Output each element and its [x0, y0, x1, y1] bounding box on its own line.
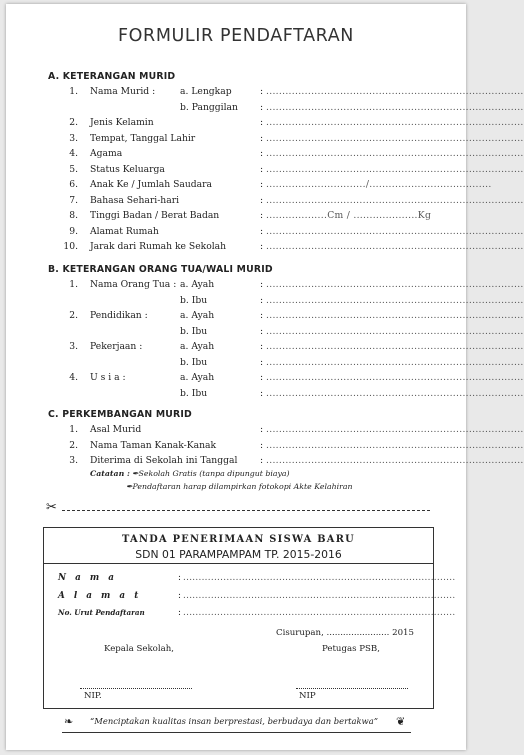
- row-sublabel: b. Ibu: [180, 294, 208, 306]
- colon: :: [260, 179, 264, 190]
- section-a-heading: A. KETERANGAN MURID: [48, 71, 176, 82]
- form-row: [6, 163, 524, 178]
- row-label: Tinggi Badan / Berat Badan: [90, 210, 220, 221]
- form-row: [6, 310, 524, 324]
- form-row: [6, 101, 524, 116]
- fill-in-dots: ................................................................................: [266, 148, 524, 159]
- form-row: [6, 117, 524, 131]
- colon: :: [260, 241, 264, 252]
- row-label: Pendidikan :: [90, 310, 148, 321]
- form-row: [6, 325, 524, 340]
- colon: :: [178, 573, 181, 583]
- officer-nip: NIP: [299, 691, 316, 701]
- row-number: 2.: [69, 117, 78, 128]
- dashed-divider: [62, 510, 430, 511]
- row-sublabel: a. Lengkap: [180, 86, 232, 97]
- receipt-divider: [44, 563, 433, 564]
- fleuron-right-icon: ❦: [396, 715, 406, 728]
- principal-title: Kepala Sekolah,: [104, 644, 174, 654]
- fill-in-dots: ................................................................................: [266, 310, 524, 321]
- form-row: [6, 455, 524, 469]
- fill-in-dots: ................................................................................: [266, 194, 524, 206]
- form-row: [6, 424, 524, 438]
- row-number: 7.: [69, 194, 78, 206]
- form-row: [6, 148, 524, 162]
- row-label: Tempat, Tanggal Lahir: [90, 132, 196, 144]
- colon: :: [260, 210, 264, 221]
- colon: :: [260, 279, 264, 290]
- colon: :: [260, 117, 264, 128]
- row-label: Diterima di Sekolah ini Tanggal: [90, 455, 238, 466]
- row-number: 1.: [69, 279, 78, 290]
- row-number: 9.: [69, 225, 78, 237]
- section-b-heading: B. KETERANGAN ORANG TUA/WALI MURID: [48, 264, 273, 275]
- row-label: Status Keluarga: [90, 163, 165, 175]
- receipt-school: SDN 01 PARAMPAMPAM TP. 2015-2016: [135, 548, 342, 561]
- form-row: [6, 179, 492, 193]
- colon: :: [260, 310, 264, 321]
- officer-title: Petugas PSB,: [322, 644, 380, 654]
- row-label: Agama: [90, 148, 123, 159]
- fill-in-dots: ................................................................................: [266, 117, 524, 128]
- note-item: ✒Pendaftaran harap dilampirkan fotokopi Akte Kelahiran: [126, 482, 353, 491]
- fill-in-dots: ................................................................................: [266, 294, 524, 306]
- colon: :: [260, 387, 264, 399]
- motto-text: “Menciptakan kualitas insan berprestasi, berbudaya dan bertakwa”: [90, 716, 379, 726]
- row-number: 2.: [69, 439, 78, 451]
- row-number: 1.: [69, 86, 78, 97]
- row-label: Alamat Rumah: [90, 225, 159, 237]
- form-title: FORMULIR PENDAFTARAN: [118, 26, 354, 46]
- form-page: [6, 4, 524, 750]
- signature-line: [296, 688, 408, 689]
- row-label: Asal Murid: [90, 424, 142, 435]
- colon: :: [260, 372, 264, 383]
- colon: :: [260, 86, 264, 97]
- fill-in-dots: ........................................................................................: [183, 591, 456, 601]
- row-number: 3.: [69, 132, 78, 144]
- row-label: Jarak dari Rumah ke Sekolah: [90, 241, 227, 252]
- fill-in-dots: ................................................................................: [266, 387, 524, 399]
- fill-in-dots: ................................................................................: [266, 356, 524, 368]
- row-sublabel: b. Panggilan: [180, 101, 238, 113]
- colon: :: [260, 163, 264, 175]
- row-number: 2.: [69, 310, 78, 321]
- row-number: 5.: [69, 163, 78, 175]
- form-row: [6, 387, 524, 402]
- row-number: 3.: [69, 341, 78, 352]
- row-label: Nama Orang Tua :: [90, 279, 177, 290]
- fill-in-dots: ................................................................................: [266, 225, 524, 237]
- fill-in-dots: ................................................................................: [266, 241, 524, 252]
- form-row: [6, 341, 524, 355]
- motto-underline: [62, 732, 411, 733]
- colon: :: [260, 225, 264, 237]
- row-number: 4.: [69, 148, 78, 159]
- form-row: [6, 132, 524, 147]
- colon: :: [260, 148, 264, 159]
- row-number: 1.: [69, 424, 78, 435]
- form-row: [6, 225, 524, 240]
- form-row: [6, 241, 524, 255]
- colon: :: [260, 455, 264, 466]
- row-sublabel: b. Ibu: [180, 387, 208, 399]
- fill-in-dots: ................................................................................: [266, 424, 524, 435]
- row-sublabel: a. Ayah: [180, 372, 215, 383]
- principal-nip: NIP.: [84, 691, 102, 701]
- colon: :: [260, 439, 264, 451]
- row-label: Anak Ke / Jumlah Saudara: [90, 179, 212, 190]
- row-sublabel: a. Ayah: [180, 279, 215, 290]
- row-label: Nama Taman Kanak-Kanak: [90, 439, 217, 451]
- fill-in-dots: ................................................................................: [266, 163, 524, 175]
- place-date: Cisurupan, ....................... 2015: [276, 628, 414, 638]
- fill-in-dots: ........................................................................................: [183, 608, 456, 618]
- colon: :: [178, 591, 181, 601]
- row-number: 10.: [63, 241, 78, 252]
- receipt-field-label: N a m a: [58, 573, 117, 583]
- fill-in-dots: ................................................................................: [266, 341, 524, 352]
- colon: :: [260, 132, 264, 144]
- row-label: U s i a :: [90, 372, 126, 383]
- row-number: 3.: [69, 455, 78, 466]
- colon: :: [260, 424, 264, 435]
- receipt-field-label: No. Urut Pendaftaran: [58, 608, 145, 617]
- row-number: 6.: [69, 179, 78, 190]
- fill-in-dots: ................................................................................: [266, 101, 524, 113]
- form-row: [6, 294, 524, 309]
- scissors-icon: ✂: [46, 500, 57, 515]
- cut-line: [46, 500, 426, 517]
- row-label: Nama Murid :: [90, 86, 156, 97]
- receipt-heading: TANDA PENERIMAAN SISWA BARU: [122, 534, 355, 545]
- form-row: [6, 86, 524, 100]
- form-row: [6, 372, 524, 386]
- fill-in-dots: .............................../......................................: [266, 179, 492, 190]
- row-sublabel: a. Ayah: [180, 310, 215, 321]
- form-row: [6, 194, 524, 209]
- row-sublabel: a. Ayah: [180, 341, 215, 352]
- row-sublabel: b. Ibu: [180, 356, 208, 368]
- row-number: 4.: [69, 372, 78, 383]
- row-label: Jenis Kelamin: [90, 117, 154, 128]
- colon: :: [260, 356, 264, 368]
- form-row: [6, 279, 524, 293]
- fill-in-dots: ................................................................................: [266, 132, 524, 144]
- fill-in-dots: ................................................................................: [266, 86, 524, 97]
- row-sublabel: b. Ibu: [180, 325, 208, 337]
- section-c-heading: C. PERKEMBANGAN MURID: [48, 409, 192, 420]
- note-item: ✒Sekolah Gratis (tanpa dipungut biaya): [132, 469, 290, 478]
- row-label: Bahasa Sehari-hari: [90, 194, 180, 206]
- colon: :: [178, 608, 181, 618]
- form-row: [6, 356, 524, 371]
- note-label: Catatan :: [90, 469, 130, 478]
- signature-line: [80, 688, 192, 689]
- fill-in-dots: ................................................................................: [266, 279, 524, 290]
- form-row: [6, 210, 466, 224]
- receipt-box: [43, 527, 456, 709]
- row-number: 8.: [69, 210, 78, 221]
- fill-in-dots: ................................................................................: [266, 325, 524, 337]
- fill-in-dots: ...................Cm / ....................Kg: [266, 210, 432, 221]
- fill-in-dots: ................................................................................: [266, 439, 524, 451]
- receipt-field-label: A l a m a t: [58, 591, 142, 601]
- colon: :: [260, 341, 264, 352]
- colon: :: [260, 194, 264, 206]
- fill-in-dots: ................................................................................: [266, 372, 524, 383]
- colon: :: [260, 101, 264, 113]
- form-row: [6, 439, 524, 454]
- fill-in-dots: ........................................................................................: [183, 573, 456, 583]
- fleuron-left-icon: ❧: [64, 715, 74, 728]
- colon: :: [260, 325, 264, 337]
- row-label: Pekerjaan :: [90, 341, 143, 352]
- fill-in-dots: ................................................................................: [266, 455, 524, 466]
- colon: :: [260, 294, 264, 306]
- motto-banner: [62, 716, 411, 730]
